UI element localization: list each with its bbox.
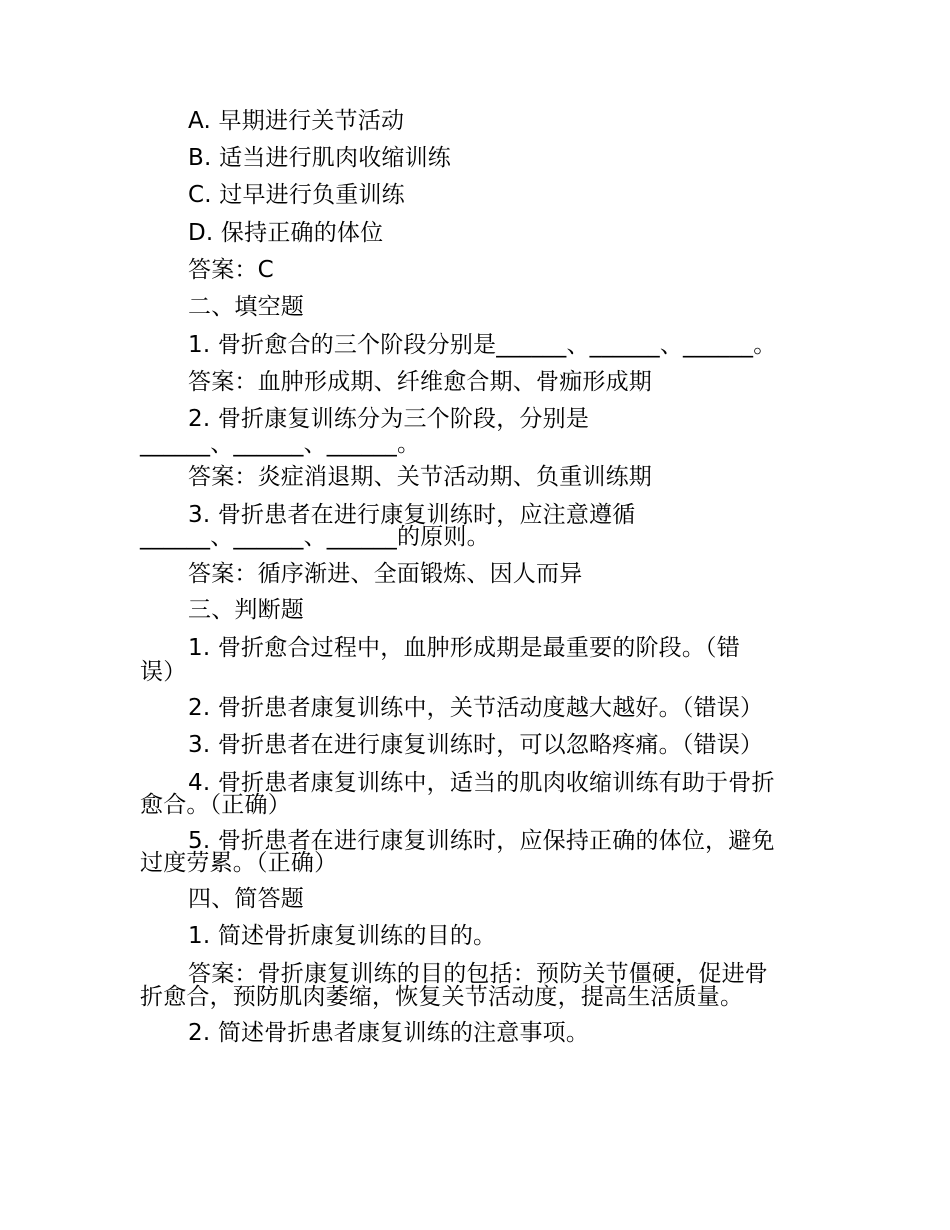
fill-answer-2: 答案：炎症消退期、关节活动期、负重训练期 bbox=[188, 464, 652, 490]
fill-answer-3: 答案：循序渐进、全面锻炼、因人而异 bbox=[188, 561, 583, 587]
tf-question-1-line1: 1. 骨折愈合过程中，血肿形成期是最重要的阶段。（错 bbox=[188, 635, 740, 661]
option-d: D. 保持正确的体位 bbox=[188, 220, 384, 246]
tf-question-1-line2: 误） bbox=[140, 659, 187, 685]
tf-question-2: 2. 骨折患者康复训练中，关节活动度越大越好。（错误） bbox=[188, 695, 764, 721]
section-heading-fill-blank: 二、填空题 bbox=[188, 294, 304, 320]
fill-question-1: 1. 骨折愈合的三个阶段分别是______、______、______。 bbox=[188, 332, 777, 358]
fill-answer-1: 答案：血肿形成期、纤维愈合期、骨痂形成期 bbox=[188, 369, 652, 395]
short-answer-question-1: 1. 简述骨折康复训练的目的。 bbox=[188, 923, 497, 949]
fill-question-3-line1: 3. 骨折患者在进行康复训练时，应注意遵循 bbox=[188, 502, 636, 528]
short-answer-1-line2: 折愈合，预防肌肉萎缩，恢复关节活动度，提高生活质量。 bbox=[140, 984, 744, 1010]
short-answer-1-line1: 答案：骨折康复训练的目的包括：预防关节僵硬，促进骨 bbox=[188, 961, 768, 987]
option-c: C. 过早进行负重训练 bbox=[188, 182, 405, 208]
short-answer-question-2: 2. 简述骨折患者康复训练的注意事项。 bbox=[188, 1020, 590, 1046]
tf-question-4-line1: 4. 骨折患者康复训练中，适当的肌肉收缩训练有助于骨折 bbox=[188, 770, 775, 796]
section-heading-short-answer: 四、简答题 bbox=[188, 886, 304, 912]
fill-question-2-line1: 2. 骨折康复训练分为三个阶段，分别是 bbox=[188, 406, 590, 432]
fill-question-3-line2: ______、______、______的原则。 bbox=[140, 524, 490, 550]
tf-question-5-line1: 5. 骨折患者在进行康复训练时，应保持正确的体位，避免 bbox=[188, 828, 775, 854]
answer-multiple-choice: 答案：C bbox=[188, 257, 274, 283]
tf-question-5-line2: 过度劳累。（正确） bbox=[140, 850, 338, 876]
tf-question-3: 3. 骨折患者在进行康复训练时，可以忽略疼痛。（错误） bbox=[188, 732, 764, 758]
option-a: A. 早期进行关节活动 bbox=[188, 108, 405, 134]
option-b: B. 适当进行肌肉收缩训练 bbox=[188, 145, 452, 171]
section-heading-true-false: 三、判断题 bbox=[188, 597, 304, 623]
fill-question-2-line2: ______、______、______。 bbox=[140, 431, 421, 457]
tf-question-4-line2: 愈合。（正确） bbox=[140, 792, 291, 818]
